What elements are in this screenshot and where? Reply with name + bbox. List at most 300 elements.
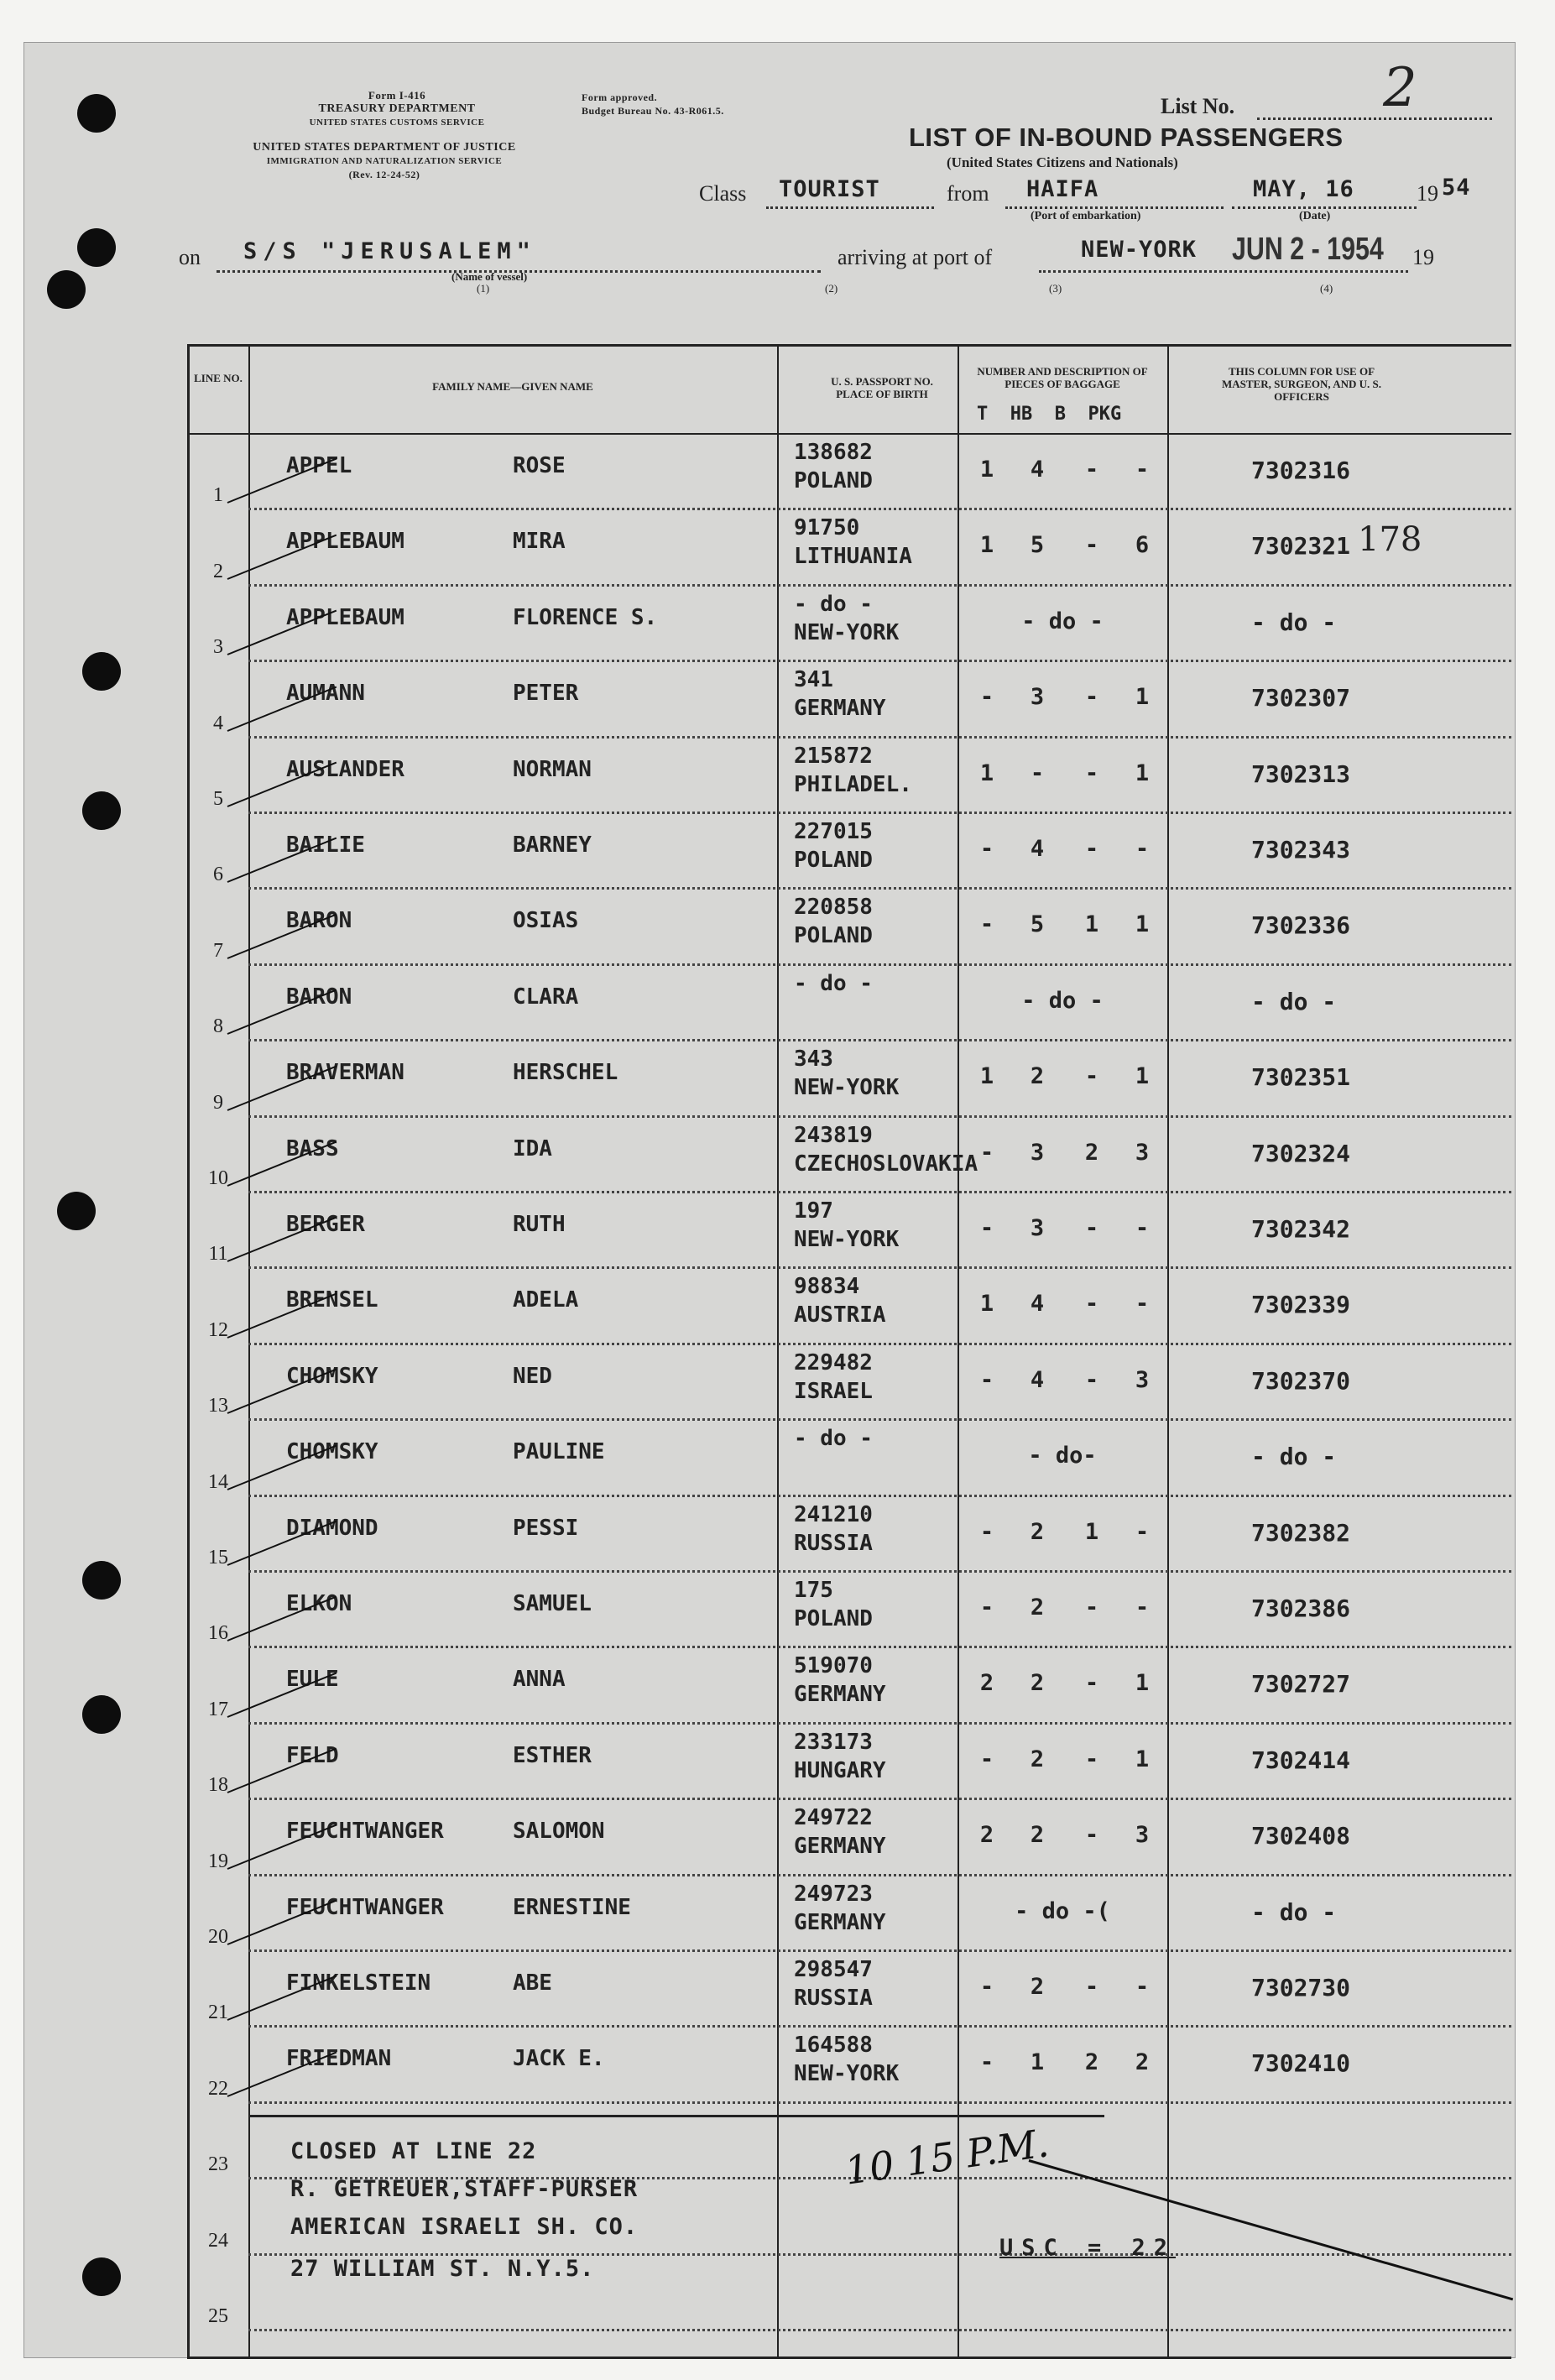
baggage-pkg: - xyxy=(1135,1215,1150,1241)
baggage-t: 1 xyxy=(979,759,994,786)
given-name: NORMAN xyxy=(513,756,592,782)
place-of-birth: NEW-YORK xyxy=(794,1227,900,1252)
baggage-t: 2 xyxy=(979,1822,994,1849)
table-row xyxy=(190,1952,1511,2028)
passport-no: - do - xyxy=(794,970,873,996)
punch-hole xyxy=(82,1695,121,1734)
form-approved: Form approved. xyxy=(582,91,658,103)
check-mark xyxy=(227,1217,337,1262)
line-number: 1 xyxy=(213,484,223,507)
table-row xyxy=(190,1345,1511,1421)
family-name: APPLEBAUM xyxy=(286,529,404,555)
officer-code: 7302336 xyxy=(1251,911,1351,940)
check-mark xyxy=(227,1976,337,2021)
officer-code: - do - xyxy=(1251,608,1337,636)
baggage-b: - xyxy=(1084,1291,1099,1318)
baggage-pkg: 3 xyxy=(1135,1822,1150,1849)
family-name: BERGER xyxy=(286,1212,365,1237)
on-label: on xyxy=(179,245,201,269)
date-line xyxy=(1232,206,1417,209)
baggage-hb: 3 xyxy=(1030,684,1045,711)
treasury-dept: TREASURY DEPARTMENT xyxy=(318,102,476,115)
place-of-birth: GERMANY xyxy=(794,1909,886,1935)
table-row xyxy=(190,1041,1511,1117)
baggage-b: - xyxy=(1084,1746,1099,1772)
given-name: ERNESTINE xyxy=(513,1894,631,1920)
officer-code: - do - xyxy=(1251,1897,1337,1926)
check-mark xyxy=(227,1369,337,1414)
family-name: FEUCHTWANGER xyxy=(286,1819,444,1845)
baggage-pkg: 3 xyxy=(1135,1139,1150,1166)
line-number: 13 xyxy=(208,1395,228,1417)
baggage-t: 2 xyxy=(979,1670,994,1697)
baggage-hb: 3 xyxy=(1030,1139,1045,1166)
given-name: JACK E. xyxy=(513,2046,605,2072)
line-number: 7 xyxy=(213,939,223,962)
given-name: OSIAS xyxy=(513,908,579,934)
passport-no: 220858 xyxy=(794,895,873,921)
baggage-pkg: - xyxy=(1135,836,1150,862)
year-value: 54 xyxy=(1442,175,1471,201)
table-row xyxy=(190,1497,1511,1573)
company-address: 27 WILLIAM ST. N.Y.5. xyxy=(290,2256,595,2282)
family-name: AUMANN xyxy=(286,681,365,707)
list-no-value: 2 xyxy=(1383,57,1417,119)
line-number: 20 xyxy=(208,1925,228,1948)
check-mark xyxy=(227,1824,337,1869)
baggage-pkg: 1 xyxy=(1135,759,1150,786)
revision: (Rev. 12-24-52) xyxy=(348,169,420,180)
baggage-ditto: - do - xyxy=(1021,987,1104,1014)
place-of-birth: LITHUANIA xyxy=(794,544,912,570)
given-name: ROSE xyxy=(513,453,566,478)
port-embarkation-caption: (Port of embarkation) xyxy=(1031,210,1141,222)
list-no-line xyxy=(1257,117,1492,120)
given-name: ADELA xyxy=(513,1287,579,1313)
baggage-t: - xyxy=(979,1518,994,1545)
passport-no: 229482 xyxy=(794,1349,873,1375)
check-mark xyxy=(227,610,337,655)
immigration-service: IMMIGRATION AND NATURALIZATION SERVICE xyxy=(266,156,503,166)
caption-3: (3) xyxy=(1049,282,1062,295)
passport-no: 138682 xyxy=(794,440,873,465)
officer-code: 7302339 xyxy=(1251,1291,1351,1319)
given-name: CLARA xyxy=(513,984,579,1010)
class-value: TOURIST xyxy=(779,176,880,202)
footer-divider xyxy=(248,2115,1104,2117)
col-header-line: LINE NO. xyxy=(194,372,243,384)
officer-code: 7302370 xyxy=(1251,1366,1351,1395)
baggage-pkg: 1 xyxy=(1135,1746,1150,1772)
passport-no: 241210 xyxy=(794,1501,873,1527)
customs-service: UNITED STATES CUSTOMS SERVICE xyxy=(309,117,485,128)
col-header-officers: THIS COLUMN FOR USE OF MASTER, SURGEON, AND U. S. OFFICERS xyxy=(1222,365,1381,403)
passport-no: 233173 xyxy=(794,1729,873,1755)
table-row xyxy=(190,814,1511,890)
line-number: 16 xyxy=(208,1622,228,1645)
passport-no: 519070 xyxy=(794,1653,873,1679)
line-number: 4 xyxy=(213,712,223,734)
officer-code: - do - xyxy=(1251,987,1337,1015)
place-of-birth: POLAND xyxy=(794,923,873,949)
punch-hole xyxy=(77,94,116,133)
family-name: CHOMSKY xyxy=(286,1363,378,1389)
baggage-pkg: 1 xyxy=(1135,1063,1150,1090)
table-row xyxy=(190,739,1511,814)
baggage-b: - xyxy=(1084,684,1099,711)
from-value: HAIFA xyxy=(1026,176,1099,202)
baggage-ditto: - do -( xyxy=(1015,1897,1110,1924)
check-mark xyxy=(227,989,337,1035)
line-number: 11 xyxy=(208,1243,228,1266)
passport-no: 215872 xyxy=(794,743,873,769)
place-of-birth: RUSSIA xyxy=(794,1986,873,2011)
table-row xyxy=(190,435,1511,510)
family-name: APPEL xyxy=(286,453,352,478)
baggage-t: - xyxy=(979,1366,994,1393)
line-number: 9 xyxy=(213,1091,223,1114)
margin-note: 178 xyxy=(1358,520,1422,559)
line-number: 5 xyxy=(213,787,223,810)
baggage-t: 1 xyxy=(979,1291,994,1318)
officer-code: 7302410 xyxy=(1251,2049,1351,2078)
passport-no: 91750 xyxy=(794,515,860,541)
baggage-t: 1 xyxy=(979,1063,994,1090)
table-row xyxy=(190,1193,1511,1269)
handwritten-time: 10 15 P.M. xyxy=(842,2120,1051,2194)
given-name: PETER xyxy=(513,681,579,707)
passport-no: 341 xyxy=(794,667,833,693)
line-number: 18 xyxy=(208,1774,228,1797)
officer-code: 7302343 xyxy=(1251,836,1351,864)
table-row xyxy=(190,1800,1511,1876)
date-stamp: JUN 2 - 1954 xyxy=(1232,232,1384,267)
check-mark xyxy=(227,1292,337,1338)
given-name: SALOMON xyxy=(513,1819,605,1845)
baggage-pkg: - xyxy=(1135,1594,1150,1621)
given-name: IDA xyxy=(513,1135,552,1161)
line-number: 6 xyxy=(213,864,223,886)
table-row xyxy=(190,1118,1511,1193)
passport-no: 175 xyxy=(794,1578,833,1603)
baggage-b: - xyxy=(1084,1822,1099,1849)
punch-hole xyxy=(77,228,116,267)
list-no-label: List No. xyxy=(1161,94,1235,118)
line-number: 15 xyxy=(208,1546,228,1568)
baggage-t: - xyxy=(979,2049,994,2076)
given-name: NED xyxy=(513,1363,552,1389)
punch-hole xyxy=(82,652,121,691)
baggage-hb: 5 xyxy=(1030,532,1045,559)
baggage-b: - xyxy=(1084,1974,1099,2000)
passport-no: - do - xyxy=(794,591,873,617)
baggage-b: - xyxy=(1084,1670,1099,1697)
passenger-table xyxy=(187,344,1511,2359)
baggage-pkg: 2 xyxy=(1135,2049,1150,2076)
family-name: FINKELSTEIN xyxy=(286,1970,431,1996)
shipping-company: AMERICAN ISRAELI SH. CO. xyxy=(290,2214,639,2240)
year2-prefix: 19 xyxy=(1412,245,1434,269)
date-value: MAY, 16 xyxy=(1253,176,1354,202)
baggage-hb: - xyxy=(1030,759,1045,786)
table-row xyxy=(190,1269,1511,1344)
baggage-t: 1 xyxy=(979,532,994,559)
given-name: RUTH xyxy=(513,1212,566,1237)
baggage-hb: 4 xyxy=(1030,457,1045,483)
baggage-ditto: - do - xyxy=(1021,608,1104,634)
baggage-b: 1 xyxy=(1084,1518,1099,1545)
given-name: ESTHER xyxy=(513,1742,592,1768)
place-of-birth: NEW-YORK xyxy=(794,2061,900,2087)
baggage-t: - xyxy=(979,1594,994,1621)
officer-code: 7302313 xyxy=(1251,759,1351,788)
family-name: ELKON xyxy=(286,1591,352,1616)
punch-hole xyxy=(47,270,86,309)
line-number: 22 xyxy=(208,2077,228,2100)
passport-no: 164588 xyxy=(794,2033,873,2059)
baggage-t: - xyxy=(979,911,994,938)
baggage-hb: 1 xyxy=(1030,2049,1045,2076)
check-mark xyxy=(227,534,337,579)
given-name: FLORENCE S. xyxy=(513,604,658,630)
given-name: ANNA xyxy=(513,1667,566,1693)
family-name: BARON xyxy=(286,984,352,1010)
check-mark xyxy=(227,1748,337,1793)
baggage-pkg: - xyxy=(1135,457,1150,483)
check-mark xyxy=(227,913,337,958)
punch-hole xyxy=(82,791,121,830)
place-of-birth: POLAND xyxy=(794,468,873,493)
line-number: 14 xyxy=(208,1470,228,1493)
baggage-b: - xyxy=(1084,759,1099,786)
baggage-t: - xyxy=(979,836,994,862)
family-name: FELD xyxy=(286,1742,339,1768)
closed-at-line: CLOSED AT LINE 22 xyxy=(290,2138,537,2164)
family-name: DIAMOND xyxy=(286,1515,378,1541)
family-name: APPLEBAUM xyxy=(286,604,404,630)
given-name: BARNEY xyxy=(513,832,592,858)
baggage-b: 1 xyxy=(1084,911,1099,938)
baggage-b: - xyxy=(1084,1063,1099,1090)
family-name: BRAVERMAN xyxy=(286,1060,404,1086)
baggage-t: - xyxy=(979,1746,994,1772)
punch-hole xyxy=(57,1192,96,1230)
baggage-hb: 2 xyxy=(1030,1822,1045,1849)
line-number: 25 xyxy=(208,2304,228,2327)
baggage-t: - xyxy=(979,1215,994,1241)
caption-4: (4) xyxy=(1320,282,1333,295)
given-name: HERSCHEL xyxy=(513,1060,618,1086)
line-number: 12 xyxy=(208,1318,228,1341)
table-row xyxy=(190,1725,1511,1800)
check-mark xyxy=(227,458,337,504)
line-number: 23 xyxy=(208,2153,228,2176)
place-of-birth: GERMANY xyxy=(794,1682,886,1708)
baggage-pkg: 3 xyxy=(1135,1366,1150,1393)
line-number: 24 xyxy=(208,2229,228,2252)
place-of-birth: NEW-YORK xyxy=(794,1075,900,1101)
officer-code: 7302382 xyxy=(1251,1518,1351,1547)
baggage-hb: 2 xyxy=(1030,1746,1045,1772)
place-of-birth: NEW-YORK xyxy=(794,619,900,645)
year-prefix: 19 xyxy=(1417,181,1438,206)
baggage-t: - xyxy=(979,1974,994,2000)
check-mark xyxy=(227,1900,337,1945)
officer-code: 7302408 xyxy=(1251,1822,1351,1850)
family-name: AUSLANDER xyxy=(286,756,404,782)
officer-code: 7302316 xyxy=(1251,457,1351,484)
baggage-hb: 3 xyxy=(1030,1215,1045,1241)
table-row xyxy=(190,662,1511,738)
family-name: BRENSEL xyxy=(286,1287,378,1313)
place-of-birth: POLAND xyxy=(794,1606,873,1631)
place-of-birth: POLAND xyxy=(794,848,873,873)
baggage-b: - xyxy=(1084,1366,1099,1393)
check-mark xyxy=(227,1065,337,1110)
line-number: 19 xyxy=(208,1850,228,1872)
table-row xyxy=(190,890,1511,965)
col-header-passport: U. S. PASSPORT NO. PLACE OF BIRTH xyxy=(831,375,933,400)
line-number: 2 xyxy=(213,560,223,582)
baggage-t: 1 xyxy=(979,457,994,483)
family-name: CHOMSKY xyxy=(286,1439,378,1465)
check-mark xyxy=(227,1672,337,1717)
baggage-hb: 4 xyxy=(1030,836,1045,862)
check-mark xyxy=(227,686,337,731)
officer-code: 7302730 xyxy=(1251,1974,1351,2002)
caption-2: (2) xyxy=(825,282,838,295)
class-line xyxy=(766,206,934,209)
date-caption: (Date) xyxy=(1299,210,1331,222)
line-number: 8 xyxy=(213,1015,223,1038)
caption-1: (1) xyxy=(477,282,490,295)
table-row xyxy=(190,966,1511,1041)
check-mark xyxy=(227,1521,337,1566)
line-number: 17 xyxy=(208,1698,228,1720)
given-name: MIRA xyxy=(513,529,566,555)
vessel-value: S/S "JERUSALEM" xyxy=(243,238,536,264)
family-name: BARON xyxy=(286,908,352,934)
baggage-b: - xyxy=(1084,457,1099,483)
place-of-birth: GERMANY xyxy=(794,696,886,722)
officer-code: 7302324 xyxy=(1251,1139,1351,1167)
baggage-t: - xyxy=(979,1139,994,1166)
place-of-birth: AUSTRIA xyxy=(794,1302,886,1328)
passport-no: 98834 xyxy=(794,1274,860,1300)
baggage-pkg: 1 xyxy=(1135,911,1150,938)
table-row xyxy=(190,1648,1511,1724)
baggage-hb: 4 xyxy=(1030,1291,1045,1318)
check-mark xyxy=(227,1444,337,1490)
baggage-pkg: 6 xyxy=(1135,532,1150,559)
place-of-birth: GERMANY xyxy=(794,1834,886,1860)
baggage-pkg: - xyxy=(1135,1974,1150,2000)
baggage-hb: 5 xyxy=(1030,911,1045,938)
check-mark xyxy=(227,1596,337,1641)
given-name: PESSI xyxy=(513,1515,579,1541)
check-mark xyxy=(227,838,337,883)
table-row xyxy=(190,1876,1511,1952)
officer-code: 7302342 xyxy=(1251,1215,1351,1243)
vessel-caption: (Name of vessel) xyxy=(451,270,528,283)
check-mark xyxy=(227,1141,337,1187)
passport-no: 197 xyxy=(794,1198,833,1224)
passport-no: - do - xyxy=(794,1426,873,1452)
table-row xyxy=(190,587,1511,662)
budget-bureau: Budget Bureau No. 43-R061.5. xyxy=(582,105,724,117)
line-number: 21 xyxy=(208,2002,228,2024)
passport-no: 243819 xyxy=(794,1122,873,1148)
baggage-hb: 2 xyxy=(1030,1063,1045,1090)
baggage-pkg: - xyxy=(1135,1291,1150,1318)
place-of-birth: ISRAEL xyxy=(794,1378,873,1404)
baggage-pkg: - xyxy=(1135,1518,1150,1545)
place-of-birth: PHILADEL. xyxy=(794,771,912,797)
officer-code: 7302321 xyxy=(1251,532,1351,561)
arrival-line xyxy=(1039,270,1408,273)
baggage-b: - xyxy=(1084,836,1099,862)
baggage-t: - xyxy=(979,684,994,711)
from-label: from xyxy=(947,181,989,206)
table-row xyxy=(190,1421,1511,1496)
baggage-pkg: 1 xyxy=(1135,1670,1150,1697)
passport-no: 227015 xyxy=(794,819,873,844)
col-header-baggage: NUMBER AND DESCRIPTION OF PIECES OF BAGGAGE xyxy=(977,365,1148,390)
form-number: Form I-416 xyxy=(368,89,426,102)
family-name: FEUCHTWANGER xyxy=(286,1894,444,1920)
passport-no: 249723 xyxy=(794,1881,873,1907)
given-name: ABE xyxy=(513,1970,552,1996)
passport-no: 249722 xyxy=(794,1805,873,1831)
officer-code: 7302386 xyxy=(1251,1594,1351,1622)
baggage-pkg: 1 xyxy=(1135,684,1150,711)
row-rule xyxy=(248,2329,1511,2331)
place-of-birth: RUSSIA xyxy=(794,1530,873,1556)
officer-code: 7302307 xyxy=(1251,684,1351,712)
baggage-b: 2 xyxy=(1084,1139,1099,1166)
baggage-hb: 2 xyxy=(1030,1518,1045,1545)
baggage-b: 2 xyxy=(1084,2049,1099,2076)
family-name: BAILIE xyxy=(286,832,365,858)
passport-no: 343 xyxy=(794,1046,833,1073)
family-name: BASS xyxy=(286,1135,339,1161)
baggage-hb: 2 xyxy=(1030,1670,1045,1697)
baggage-hb: 2 xyxy=(1030,1974,1045,2000)
baggage-b: - xyxy=(1084,532,1099,559)
officer-code: 7302727 xyxy=(1251,1670,1351,1699)
page-subtitle: (United States Citizens and Nationals) xyxy=(947,154,1178,170)
baggage-hb: 2 xyxy=(1030,1594,1045,1621)
col-header-name: FAMILY NAME—GIVEN NAME xyxy=(432,380,593,393)
class-label: Class xyxy=(699,181,747,206)
place-of-birth: HUNGARY xyxy=(794,1757,886,1783)
family-name: EULE xyxy=(286,1667,339,1693)
page-title: LIST OF IN-BOUND PASSENGERS xyxy=(909,123,1344,152)
check-mark xyxy=(227,762,337,807)
family-name: FRIEDMAN xyxy=(286,2046,392,2072)
baggage-hb: 4 xyxy=(1030,1366,1045,1393)
line-number: 10 xyxy=(208,1167,228,1189)
purser-name: R. GETREUER,STAFF-PURSER xyxy=(290,2176,639,2202)
baggage-b: - xyxy=(1084,1215,1099,1241)
arriving-label: arriving at port of xyxy=(838,245,993,269)
given-name: SAMUEL xyxy=(513,1591,592,1616)
from-line xyxy=(1005,206,1224,209)
punch-hole xyxy=(82,2257,121,2296)
justice-dept: UNITED STATES DEPARTMENT OF JUSTICE xyxy=(253,141,516,154)
line-number: 3 xyxy=(213,636,223,659)
place-of-birth: CZECHOSLOVAKIA xyxy=(794,1151,978,1177)
